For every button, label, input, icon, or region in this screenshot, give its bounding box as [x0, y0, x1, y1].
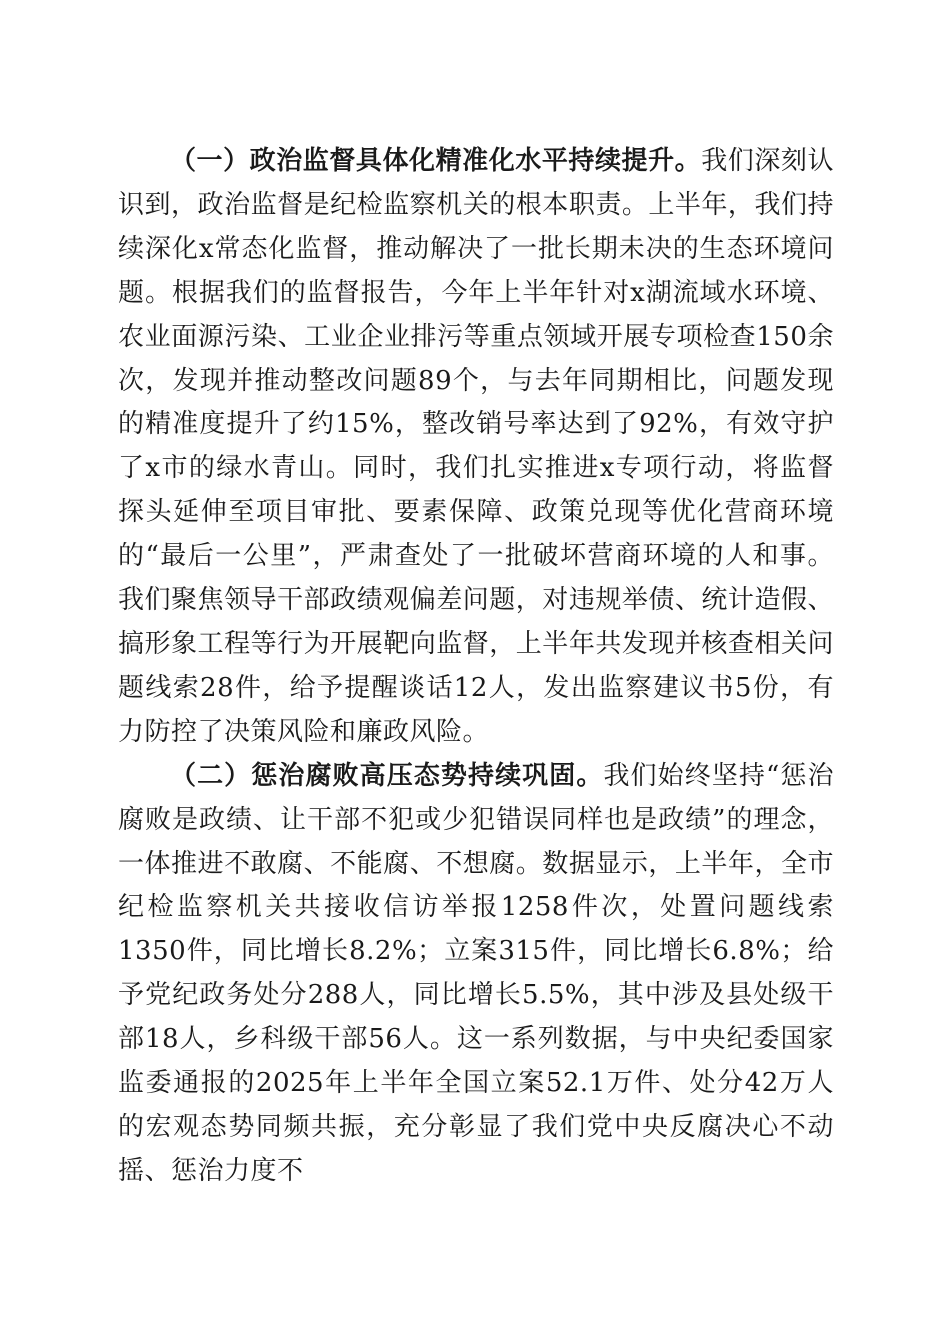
paragraph-text: 我们始终坚持“惩治腐败是政绩、让干部不犯或少犯错误同样也是政绩”的理念，一体推进不敢腐、不能腐、不想腐。数据显示，上半年，全市纪检监察机关共接收信访举报1258件次，处置问题线索1350件，同比增长8.2%；立案315件，同比增长6.8%；给予党纪政务处分288人，同比增长5.5%，其中涉及县处级干部18人，乡科级干部56人。这一系列数据，与中央纪委国家监委通报的2025年上半年全国立案52.1万件、处分42万人的宏观态势同频共振，充分彰显了我们党中央反腐决心不动摇、惩治力度不 [118, 760, 834, 1186]
document-body [118, 140, 834, 1194]
paragraph-heading: （二）惩治腐败高压态势持续巩固。 [170, 760, 604, 791]
paragraph-political-supervision [118, 140, 834, 755]
paragraph-anti-corruption [118, 755, 834, 1194]
paragraph-heading: （一）政治监督具体化精准化水平持续提升。 [170, 146, 702, 176]
paragraph-text: 我们深刻认识到，政治监督是纪检监察机关的根本职责。上半年，我们持续深化x常态化监督，推动解决了一批长期未决的生态环境问题。根据我们的监督报告，今年上半年针对x湖流域水环境、农业面源污染、工业企业排污等重点领域开展专项检查150余次，发现并推动整改问题89个，与去年同期相比，问题发现的精准度提升了约15%，整改销号率达到了92%，有效守护了x市的绿水青山。同时，我们扎实推进x专项行动，将监督探头延伸至项目审批、要素保障、政策兑现等优化营商环境的“最后一公里”，严肃查处了一批破坏营商环境的人和事。我们聚焦领导干部政绩观偏差问题，对违规举债、统计造假、搞形象工程等行为开展靶向监督，上半年共发现并核查相关问题线索28件，给予提醒谈话12人，发出监察建议书5份，有力防控了决策风险和廉政风险。 [118, 146, 834, 747]
